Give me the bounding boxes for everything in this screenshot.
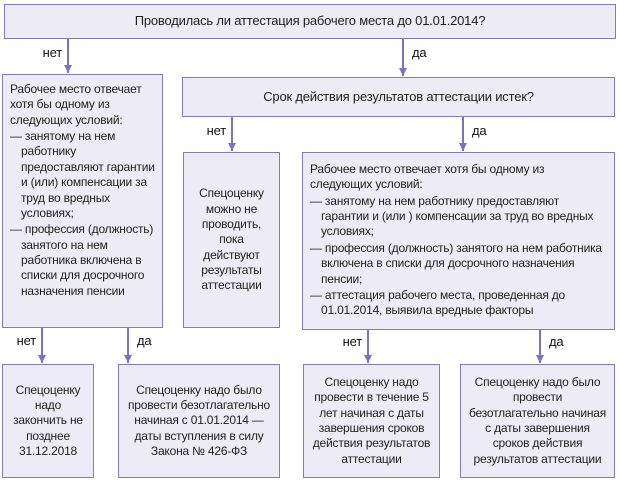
arrow-down-icon bbox=[41, 328, 43, 363]
box-deadline-2018 bbox=[2, 364, 94, 478]
arrow-down-icon bbox=[367, 330, 369, 363]
box-right-condition bbox=[302, 152, 615, 330]
branch-label-yes: да bbox=[137, 333, 152, 348]
arrow-down-icon bbox=[402, 39, 404, 76]
box-immediate-since-2014 bbox=[118, 364, 280, 478]
condition-item: — профессия (должность) занятого на нем работника включена в списки для досрочного назначения пенсии; bbox=[310, 240, 602, 286]
condition-item: — аттестация рабочего места, проведенная до 01.01.2014, выявила вредные факторы bbox=[310, 287, 566, 318]
box-text: Спецоценку надо было провести безотлагательно начиная с даты завершения сроков действия результатов аттестации bbox=[468, 374, 607, 466]
arrow-down-icon bbox=[539, 330, 541, 363]
question-text: Проводилась ли аттестация рабочего места до 01.01.2014? bbox=[134, 13, 486, 29]
question-results-expired bbox=[182, 77, 615, 117]
branch-label-yes: да bbox=[412, 45, 427, 60]
arrow-down-icon bbox=[231, 117, 233, 151]
branch-label-no: нет bbox=[342, 334, 362, 349]
condition-item: — профессия (должность) занятого на нем работника включена в списки для досрочного назначения пенсии bbox=[10, 222, 154, 298]
question-text: Срок действия результатов аттестации истек? bbox=[263, 88, 534, 104]
branch-label-no: нет bbox=[42, 45, 62, 60]
question-attestation-before-2014 bbox=[4, 4, 616, 39]
arrow-down-icon bbox=[67, 39, 69, 73]
condition-item: — занятому на нем работнику предоставляют гарантии и (или ) компенсации за труд во вредных условиях; bbox=[310, 193, 594, 239]
arrow-down-icon bbox=[462, 117, 464, 151]
condition-item: — занятому на нем работнику предоставляют гарантии и (или) компенсации за труд во вредных условиях; bbox=[10, 129, 155, 220]
branch-label-no: нет bbox=[206, 123, 226, 138]
box-text: Спецоценку можно не проводить, пока действуют результаты аттестации bbox=[199, 186, 264, 293]
condition-intro: Рабочее место отвечает хотя бы одному из следующих условий: bbox=[10, 82, 142, 127]
branch-label-no: нет bbox=[16, 333, 36, 348]
box-within-5-years bbox=[303, 364, 440, 478]
box-text: Спецоценку надо закончить не позднее 31.12.2018 bbox=[13, 382, 83, 459]
box-text: Спецоценку надо провести в течение 5 лет начиная с даты завершения сроков действия результатов аттестации bbox=[312, 374, 431, 466]
box-left-condition bbox=[2, 74, 163, 328]
box-text: Спецоценку надо было провести безотлагательно начиная с 01.01.2014 — даты вступления в силу Закона № 426-ФЗ bbox=[127, 382, 271, 459]
branch-label-yes: да bbox=[472, 123, 487, 138]
condition-intro: Рабочее место отвечает хотя бы одному из следующих условий: bbox=[310, 162, 545, 192]
box-no-assessment-needed bbox=[183, 152, 280, 328]
arrow-down-icon bbox=[127, 328, 129, 363]
box-immediate-after-expiry bbox=[460, 364, 615, 478]
branch-label-yes: да bbox=[549, 334, 564, 349]
